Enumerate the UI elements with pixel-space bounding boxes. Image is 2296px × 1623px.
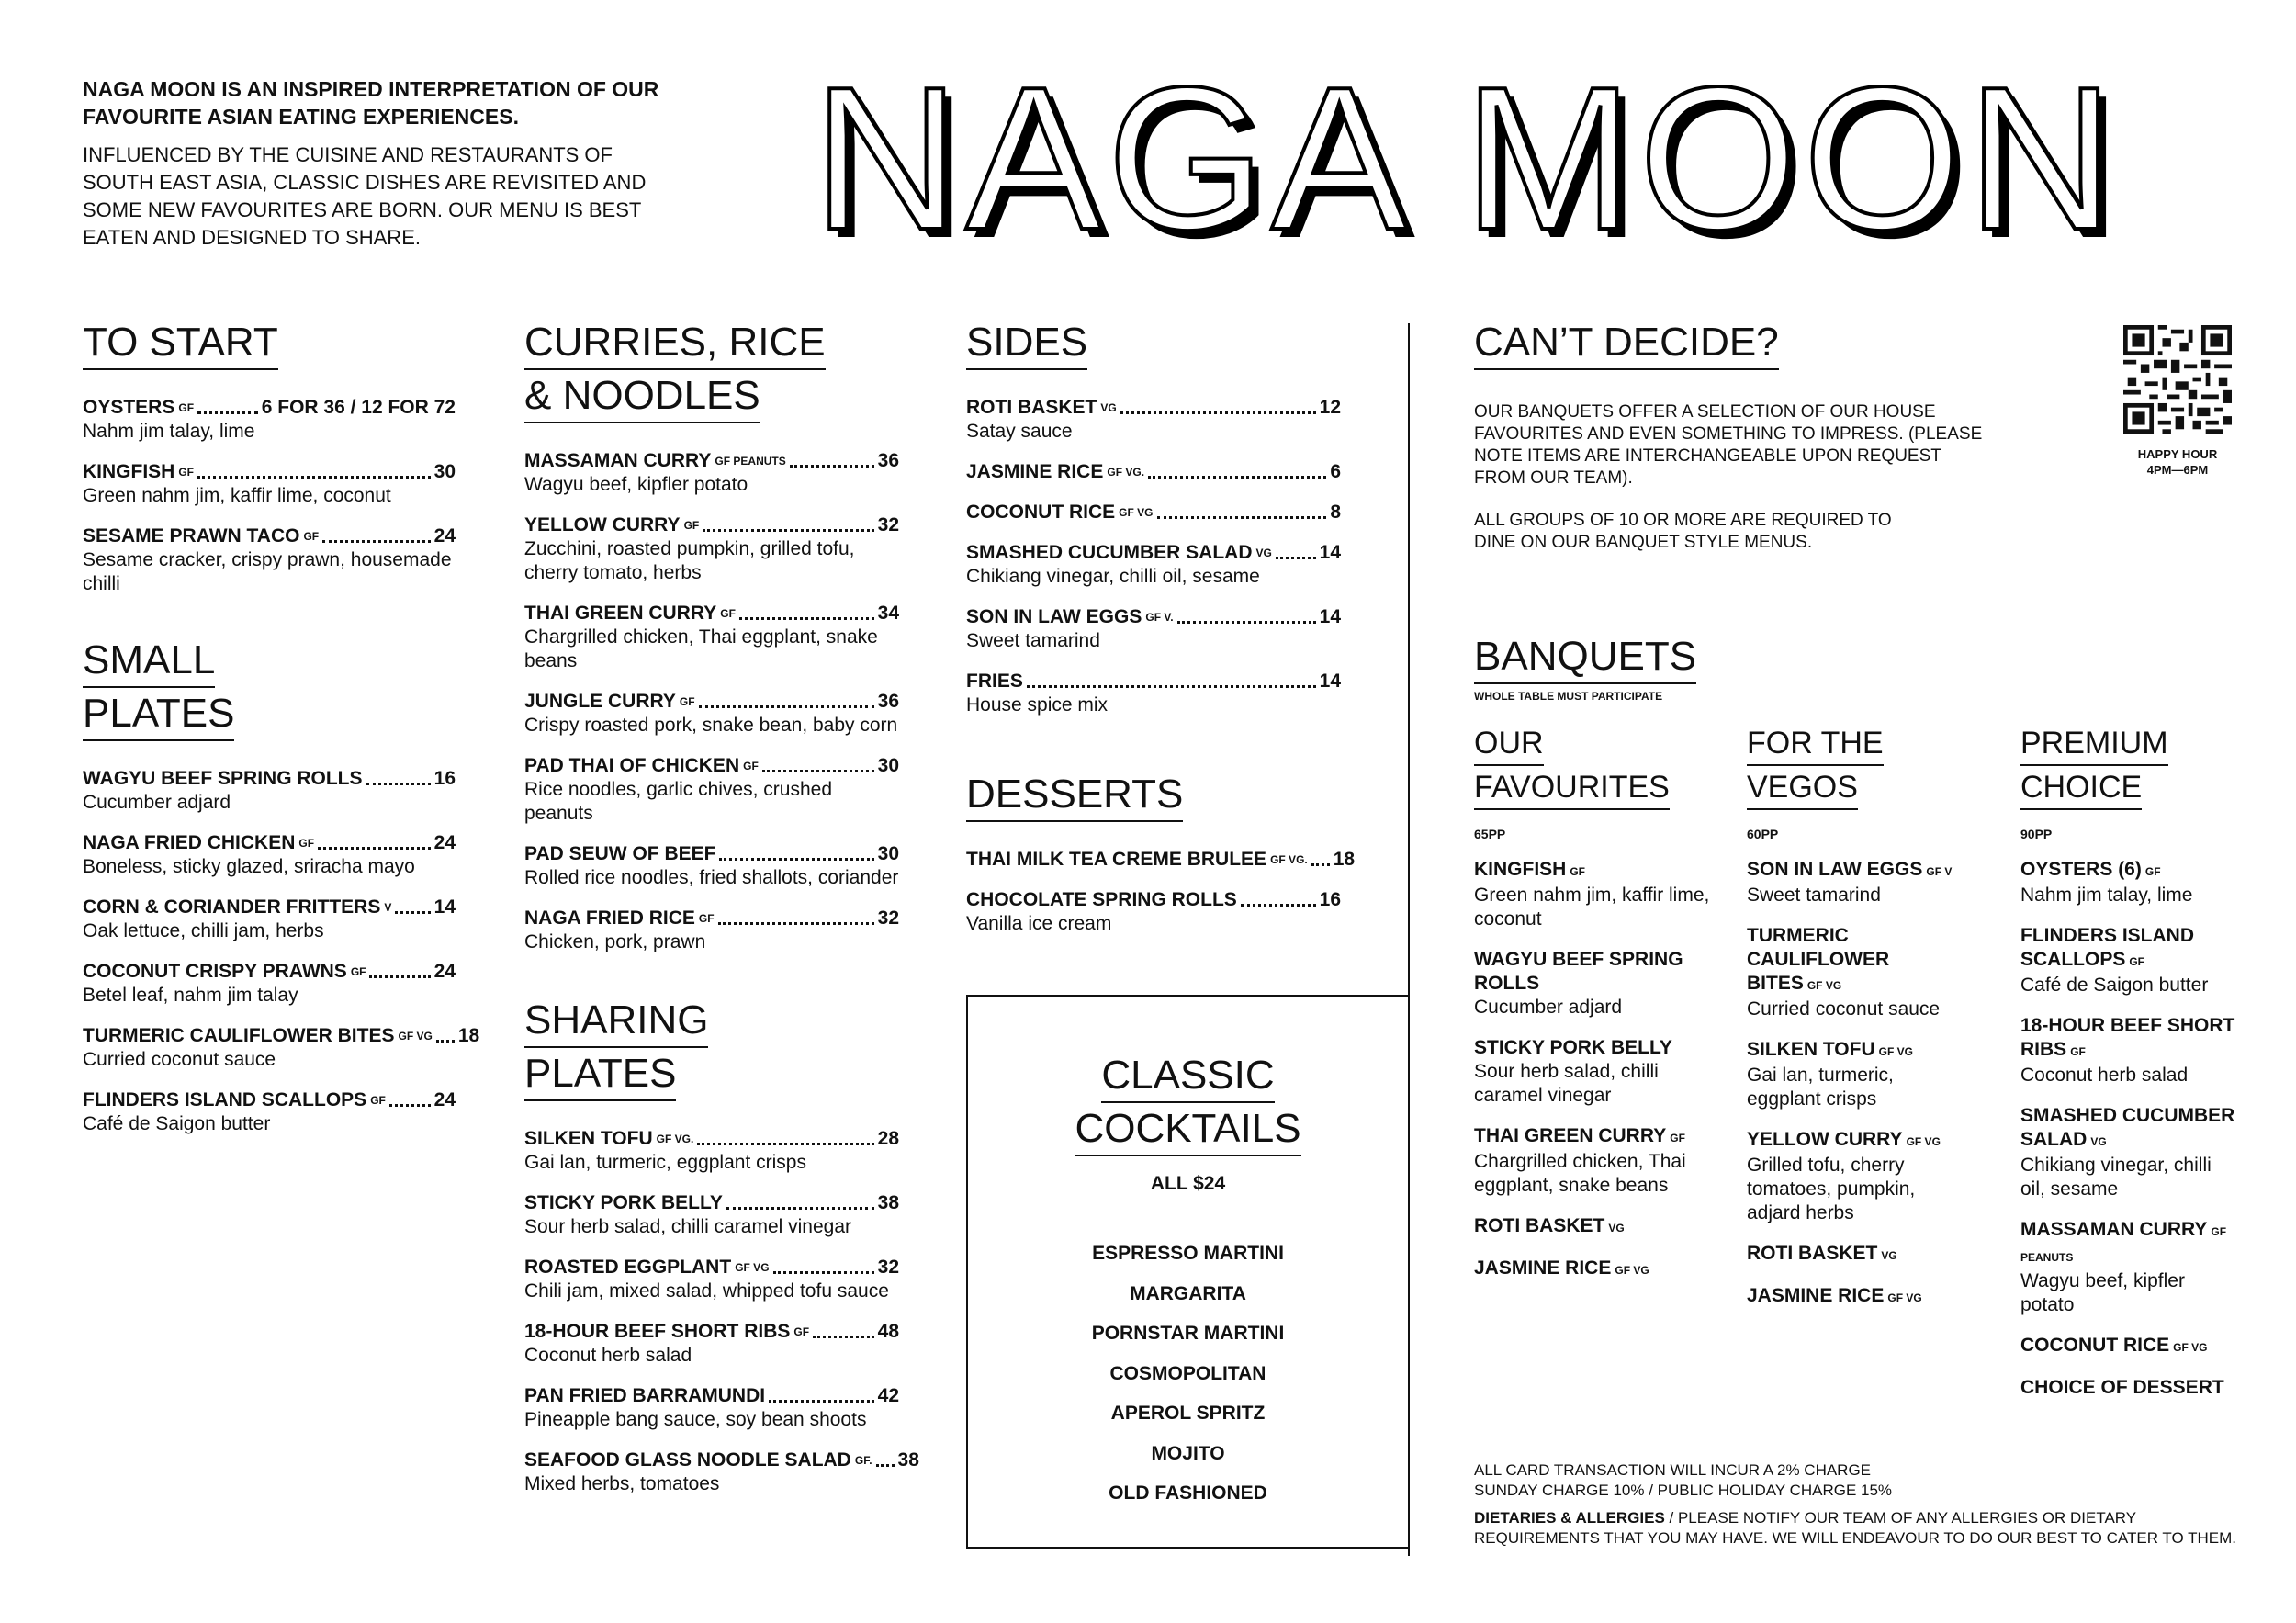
dietary-tag: GF VG <box>1615 1264 1649 1277</box>
banquet-item-description: Sour herb salad, chilli caramel vinegar <box>1474 1061 1659 1106</box>
cant-decide-text: OUR BANQUETS OFFER A SELECTION OF OUR HOUSE FAVOURITES AND EVEN SOMETHING TO IMPRESS. (PLEASE NOTE ITEMS ARE INTERCHANGEABLE UPON REQUEST FROM OUR TEAM). <box>1474 402 1983 488</box>
banquet-item-description: Cucumber adjard <box>1474 997 1623 1018</box>
menu-item-description: Sour herb salad, chilli caramel vinegar <box>524 1216 852 1237</box>
section-title-small-plates: SMALL PLATES <box>83 635 456 741</box>
menu-item-description: Rice noodles, garlic chives, crushed peanuts <box>524 779 832 824</box>
menu-item-price: 24 <box>433 525 456 547</box>
menu-item-pan-fried-barramundi <box>524 1384 899 1432</box>
banquet-column-vegos <box>1747 722 1958 1326</box>
menu-item-name: SON IN LAW EGGS <box>966 606 1142 627</box>
banquet-item-sticky-pork-belly <box>1474 1036 1713 1108</box>
dietary-tag: GF. <box>854 1454 872 1467</box>
dot-leader <box>436 1040 455 1043</box>
dietary-tag: GF VG <box>735 1261 770 1274</box>
menu-item-smashed-cucumber-salad <box>966 541 1341 589</box>
menu-item-sesame-prawn-taco <box>83 524 456 596</box>
column-1 <box>83 317 480 1153</box>
dot-leader <box>699 705 874 708</box>
banquet-item-description: Nahm jim talay, lime <box>2020 885 2193 906</box>
dietary-tag: GF <box>2144 865 2161 878</box>
dietary-tag: GF <box>683 519 700 532</box>
banquet-item-description: Café de Saigon butter <box>2020 975 2209 996</box>
banquet-item-name: COCONUT RICE GF VG <box>2020 1335 2208 1356</box>
banquet-item-name: KINGFISH GF <box>1474 859 1586 880</box>
dot-leader <box>1311 863 1330 866</box>
banquet-item-name: 18-HOUR BEEF SHORT RIBS GF <box>2020 1015 2235 1060</box>
menu-item-description: Chili jam, mixed salad, whipped tofu sauce <box>524 1280 889 1302</box>
menu-item-yellow-curry <box>524 513 899 585</box>
menu-item-name: ROASTED EGGPLANT <box>524 1257 732 1278</box>
menu-item-pad-thai-of-chicken <box>524 754 899 826</box>
menu-item-name: CORN & CORIANDER FRITTERS <box>83 896 381 918</box>
dot-leader <box>726 1207 874 1210</box>
banquet-item-roti-basket <box>1474 1214 1713 1240</box>
dietary-tag: GF VG <box>2173 1341 2208 1354</box>
banquet-item-name: YELLOW CURRY GF VG <box>1747 1129 1941 1150</box>
menu-item-description: Wagyu beef, kipfler potato <box>524 474 748 495</box>
banquet-price: 65PP <box>1474 827 1506 841</box>
menu-item-description: Vanilla ice cream <box>966 913 1112 934</box>
menu-item-name: CHOCOLATE SPRING ROLLS <box>966 889 1237 910</box>
menu-item-naga-fried-rice <box>524 907 899 954</box>
dot-leader <box>813 1336 874 1338</box>
menu-item-name: YELLOW CURRY <box>524 514 681 535</box>
menu-item-18-hour-beef-short-ribs <box>524 1320 899 1368</box>
menu-item-name: ROTI BASKET <box>966 397 1097 418</box>
cant-decide <box>1474 317 1988 554</box>
menu-item-corn-coriander-fritters <box>83 896 456 943</box>
menu-item-naga-fried-chicken <box>83 831 456 879</box>
sides-list <box>966 396 1341 717</box>
menu-item-name: COCONUT CRISPY PRAWNS <box>83 961 347 982</box>
menu-item-wagyu-beef-spring-rolls <box>83 767 456 815</box>
brand-logo: NAGA MOON <box>813 45 2121 273</box>
dietary-tag: GF V <box>1926 865 1953 878</box>
cocktails-price: ALL $24 <box>1150 1173 1226 1194</box>
banquet-item-name: OYSTERS (6) GF <box>2020 859 2161 880</box>
dot-leader <box>718 922 874 925</box>
dot-leader <box>1177 621 1316 624</box>
banquet-item-kingfish <box>1474 858 1713 931</box>
dot-leader <box>389 1104 431 1107</box>
banquet-item-coconut-rice <box>2020 1334 2241 1359</box>
menu-item-description: Pineapple bang sauce, soy bean shoots <box>524 1409 867 1430</box>
cocktail-old-fashioned: OLD FASHIONED <box>1109 1482 1267 1504</box>
banquet-item-turmeric-cauliflower-bites <box>1747 924 1958 1021</box>
menu-item-seafood-glass-noodle-salad <box>524 1448 919 1496</box>
menu-item-name: WAGYU BEEF SPRING ROLLS <box>83 768 363 789</box>
banquet-item-name: FLINDERS ISLAND SCALLOPS GF <box>2020 925 2194 970</box>
menu-item-price: 32 <box>877 514 899 535</box>
dietary-tag: GF VG <box>398 1030 433 1043</box>
section-title-sides: SIDES <box>966 317 1341 370</box>
banquet-price: 90PP <box>2020 827 2053 841</box>
banquet-item-name: SON IN LAW EGGS GF V <box>1747 859 1953 880</box>
banquet-item-thai-green-curry <box>1474 1124 1713 1198</box>
column-2 <box>524 317 919 1513</box>
banquet-column-title: OUR FAVOURITES <box>1474 722 1713 810</box>
banquet-column-favourites <box>1474 722 1713 1299</box>
menu-item-price: 24 <box>433 1089 456 1110</box>
dot-leader <box>773 1271 874 1274</box>
menu-item-name: SEAFOOD GLASS NOODLE SALAD <box>524 1449 851 1471</box>
dot-leader <box>739 617 874 620</box>
menu-item-price: 36 <box>877 691 899 712</box>
menu-item-name: TURMERIC CAULIFLOWER BITES <box>83 1025 395 1046</box>
menu-item-price: 32 <box>877 907 899 929</box>
banquet-item-wagyu-beef-spring-rolls <box>1474 948 1713 1020</box>
menu-item-name: KINGFISH <box>83 461 175 482</box>
menu-item-name: NAGA FRIED CHICKEN <box>83 832 296 853</box>
dot-leader <box>318 847 431 850</box>
menu-item-silken-tofu <box>524 1127 899 1175</box>
menu-item-price: 24 <box>433 961 456 982</box>
dietary-tag: GF <box>2129 955 2145 968</box>
menu-item-name: PAD SEUW OF BEEF <box>524 843 716 864</box>
menu-item-description: Chikiang vinegar, chilli oil, sesame <box>966 566 1260 587</box>
menu-item-price: 14 <box>433 896 456 918</box>
menu-item-name: 18-HOUR BEEF SHORT RIBS <box>524 1321 791 1342</box>
cocktail-margarita: MARGARITA <box>1130 1282 1246 1304</box>
dietary-tag: VG <box>1881 1249 1897 1262</box>
menu-item-name: JASMINE RICE <box>966 461 1104 482</box>
dietary-tag: GF <box>679 695 695 708</box>
dietary-tag: GF <box>793 1325 810 1338</box>
banquet-item-description: Curried coconut sauce <box>1747 998 1941 1020</box>
dot-leader <box>719 858 873 861</box>
banquet-item-son-in-law-eggs <box>1747 858 1958 907</box>
menu-item-price: 16 <box>1319 889 1341 910</box>
menu-item-thai-milk-tea-creme-brulee <box>966 848 1356 872</box>
banquets <box>1474 631 2245 703</box>
dot-leader <box>322 540 431 543</box>
banquet-item-description: Sweet tamarind <box>1747 885 1881 906</box>
menu-item-description: Chicken, pork, prawn <box>524 931 706 952</box>
qr-code-icon[interactable] <box>2123 325 2232 434</box>
banquet-item-description: Chikiang vinegar, chilli oil, sesame <box>2020 1155 2212 1200</box>
banquet-item-choice-of-dessert <box>2020 1376 2241 1400</box>
menu-item-flinders-island-scallops <box>83 1088 456 1136</box>
dietary-tag: VG <box>1608 1222 1625 1234</box>
menu-item-oysters <box>83 396 456 444</box>
menu-item-description: Boneless, sticky glazed, sriracha mayo <box>83 856 415 877</box>
dietary-tag: GF PEANUTS <box>715 455 786 468</box>
dietary-tag: GF <box>698 912 715 925</box>
menu-item-name: JUNGLE CURRY <box>524 691 676 712</box>
dietary-tag: GF VG <box>1119 506 1154 519</box>
menu-item-price: 42 <box>877 1385 899 1406</box>
banquet-item-name: STICKY PORK BELLY <box>1474 1037 1672 1058</box>
banquet-item-name: ROTI BASKET VG <box>1474 1215 1625 1236</box>
menu-item-name: STICKY PORK BELLY <box>524 1192 723 1213</box>
dietary-tag: GF <box>2070 1045 2086 1058</box>
section-title-sharing: SHARING PLATES <box>524 995 899 1101</box>
dietary-tag: GF VG <box>1806 979 1842 992</box>
happy-hour: HAPPY HOUR 4PM—6PM <box>2137 447 2218 477</box>
menu-item-description: Mixed herbs, tomatoes <box>524 1473 720 1494</box>
dietary-tag: VG <box>1255 547 1272 559</box>
dot-leader <box>703 529 873 532</box>
menu-item-roti-basket <box>966 396 1341 444</box>
dot-leader <box>1241 904 1316 907</box>
banquet-item-silken-tofu <box>1747 1038 1958 1111</box>
banquet-item-name: CHOICE OF DESSERT <box>2020 1377 2224 1398</box>
menu-item-price: 24 <box>433 832 456 853</box>
banquet-item-name: TURMERIC CAULIFLOWER BITES GF VG <box>1747 925 1890 994</box>
banquet-item-massaman-curry <box>2020 1218 2241 1317</box>
menu-item-price: 6 <box>1330 461 1341 482</box>
menu-item-son-in-law-eggs <box>966 605 1341 653</box>
menu-item-jungle-curry <box>524 690 899 738</box>
menu-item-name: PAD THAI OF CHICKEN <box>524 755 740 776</box>
menu-item-price: 28 <box>877 1128 899 1149</box>
menu-item-description: Curried coconut sauce <box>83 1049 276 1070</box>
column-3 <box>966 317 1356 952</box>
banquets-subtitle: WHOLE TABLE MUST PARTICIPATE <box>1474 690 1663 703</box>
cocktails-title: CLASSIC COCKTAILS <box>968 1050 1408 1156</box>
dot-leader <box>1027 685 1316 688</box>
menu-item-price: 38 <box>877 1192 899 1213</box>
menu-item-chocolate-spring-rolls <box>966 888 1341 936</box>
footer-surcharge: SUNDAY CHARGE 10% / PUBLIC HOLIDAY CHARGE 15% <box>1474 1482 1893 1499</box>
banquet-item-name: SILKEN TOFU GF VG <box>1747 1039 1913 1060</box>
banquet-item-name: ROTI BASKET VG <box>1747 1243 1897 1264</box>
menu-item-name: SMASHED CUCUMBER SALAD <box>966 542 1253 563</box>
banquet-item-name: JASMINE RICE GF VG <box>1474 1257 1649 1279</box>
banquet-item-jasmine-rice <box>1474 1257 1713 1282</box>
menu-item-price: 14 <box>1319 606 1341 627</box>
dot-leader <box>697 1143 873 1145</box>
menu-item-price: 14 <box>1319 542 1341 563</box>
menu-item-coconut-crispy-prawns <box>83 960 456 1008</box>
dot-leader <box>1276 557 1316 559</box>
menu-item-kingfish <box>83 460 456 508</box>
menu-item-price: 8 <box>1330 502 1341 523</box>
menu-item-description: Cucumber adjard <box>83 792 231 813</box>
footer-dietaries: DIETARIES & ALLERGIES / PLEASE NOTIFY OUR TEAM OF ANY ALLERGIES OR DIETARY REQUIREMENTS THAT YOU MAY HAVE. WE WILL ENDEAVOUR TO DO OUR BEST TO CATER TO THEM. <box>1474 1509 2237 1547</box>
cocktails-box <box>966 995 1408 1549</box>
dietary-tag: GF PEANUTS <box>2020 1225 2227 1264</box>
banquet-item-flinders-island-scallops <box>2020 924 2241 997</box>
dietary-tag: VG <box>2090 1135 2107 1148</box>
menu-item-description: Zucchini, roasted pumpkin, grilled tofu, cherry tomato, herbs <box>524 538 855 583</box>
dietary-tag: GF <box>350 965 366 978</box>
cocktail-pornstar-martini: PORNSTAR MARTINI <box>1091 1323 1285 1344</box>
banquet-item-name: THAI GREEN CURRY GF <box>1474 1125 1685 1146</box>
menu-item-description: Green nahm jim, kaffir lime, coconut <box>83 485 391 506</box>
dietary-tag: GF VG. <box>1270 853 1308 866</box>
dietary-tag: GF VG <box>1878 1045 1913 1058</box>
menu-item-description: Satay sauce <box>966 421 1073 442</box>
banquet-item-name: JASMINE RICE GF VG <box>1747 1285 1922 1306</box>
menu-item-price: 32 <box>877 1257 899 1278</box>
menu-item-thai-green-curry <box>524 602 899 673</box>
dietary-tag: GF VG <box>1887 1291 1922 1304</box>
dot-leader <box>790 465 874 468</box>
dietary-tag: V <box>384 901 392 914</box>
menu-item-sticky-pork-belly <box>524 1191 899 1239</box>
banquet-item-jasmine-rice <box>1747 1284 1958 1310</box>
cocktail-cosmopolitan: COSMOPOLITAN <box>1109 1362 1266 1384</box>
menu-item-turmeric-cauliflower-bites <box>83 1024 480 1072</box>
menu-item-price: 36 <box>877 450 899 471</box>
menu-item-name: OYSTERS <box>83 397 175 418</box>
menu-item-massaman-curry <box>524 449 899 497</box>
menu-item-name: SESAME PRAWN TACO <box>83 525 300 547</box>
menu-item-coconut-rice <box>966 501 1341 524</box>
intro-text: INFLUENCED BY THE CUISINE AND RESTAURANTS OF SOUTH EAST ASIA, CLASSIC DISHES ARE REVISITED AND SOME NEW FAVOURITES ARE BORN. OUR MENU IS BEST EATEN AND DESIGNED TO SHARE. <box>83 143 647 249</box>
menu-item-price: 30 <box>877 843 899 864</box>
banquet-item-yellow-curry <box>1747 1128 1958 1225</box>
menu-item-description: Café de Saigon butter <box>83 1113 271 1134</box>
banquet-item-name: WAGYU BEEF SPRING ROLLS <box>1474 949 1683 994</box>
dietary-tag: GF VG. <box>1107 466 1145 479</box>
menu-item-fries <box>966 670 1341 717</box>
menu-item-pad-seuw-of-beef <box>524 842 899 890</box>
menu-item-price: 38 <box>897 1449 919 1471</box>
section-title-desserts: DESSERTS <box>966 769 1341 822</box>
dietary-tag: GF V. <box>1145 611 1174 624</box>
menu-item-name: PAN FRIED BARRAMUNDI <box>524 1385 766 1406</box>
dot-leader <box>769 1400 874 1403</box>
footer-card-charge: ALL CARD TRANSACTION WILL INCUR A 2% CHARGE <box>1474 1461 1872 1479</box>
dietary-tag: GF <box>1570 865 1586 878</box>
menu-item-name: FLINDERS ISLAND SCALLOPS <box>83 1089 367 1110</box>
menu-item-description: Rolled rice noodles, fried shallots, coriander <box>524 867 899 888</box>
menu-item-price: 48 <box>877 1321 899 1342</box>
banquet-item-description: Wagyu beef, kipfler potato <box>2020 1270 2185 1315</box>
banquet-item-oysters-6 <box>2020 858 2241 907</box>
banquet-item-description: Coconut herb salad <box>2020 1065 2189 1086</box>
menu-item-name: THAI GREEN CURRY <box>524 603 717 624</box>
menu-item-price: 18 <box>457 1025 480 1046</box>
banquet-column-title: FOR THE VEGOS <box>1747 722 1958 810</box>
banquet-item-name: MASSAMAN CURRY GF PEANUTS <box>2020 1219 2227 1264</box>
cocktail-mojito: MOJITO <box>1151 1442 1225 1464</box>
menu-item-price: 16 <box>433 768 456 789</box>
menu-item-description: Coconut herb salad <box>524 1345 692 1366</box>
dot-leader <box>395 911 430 914</box>
menu-item-price: 14 <box>1319 671 1341 692</box>
menu-item-price: 6 FOR 36 / 12 FOR 72 <box>261 397 456 418</box>
banquet-column-title: PREMIUM CHOICE <box>2020 722 2241 810</box>
cocktail-aperol-spritz: APEROL SPRITZ <box>1110 1403 1266 1424</box>
section-title-cant-decide: CAN’T DECIDE? <box>1474 317 1988 370</box>
menu-item-price: 18 <box>1333 849 1356 870</box>
dietary-tag: GF <box>1670 1132 1685 1144</box>
banquet-price: 60PP <box>1747 827 1779 841</box>
cocktail-espresso-martini: ESPRESSO MARTINI <box>1092 1243 1284 1264</box>
banquet-item-smashed-cucumber-salad <box>2020 1104 2241 1201</box>
intro-heading: NAGA MOON IS AN INSPIRED INTERPRETATION OF OUR FAVOURITE ASIAN EATING EXPERIENCES. <box>83 77 659 129</box>
dietary-tag: VG <box>1100 401 1117 414</box>
dietary-tag: GF <box>743 760 759 772</box>
menu-item-description: Sweet tamarind <box>966 630 1100 651</box>
to-start-list <box>83 396 456 596</box>
dietary-tag: GF <box>720 607 736 620</box>
section-title-to-start: TO START <box>83 317 456 370</box>
dot-leader <box>366 783 431 785</box>
menu-item-description: Chargrilled chicken, Thai eggplant, snake beans <box>524 626 878 671</box>
menu-item-name: NAGA FRIED RICE <box>524 907 695 929</box>
menu-item-price: 30 <box>433 461 456 482</box>
menu-item-description: Nahm jim talay, lime <box>83 421 255 442</box>
intro <box>83 75 689 252</box>
dot-leader <box>1148 476 1326 479</box>
small-plates-list <box>83 767 480 1136</box>
banquet-item-description: Green nahm jim, kaffir lime, coconut <box>1474 885 1710 930</box>
menu-item-description: Crispy roasted pork, snake bean, baby corn <box>524 715 898 736</box>
menu-item-description: Betel leaf, nahm jim talay <box>83 985 298 1006</box>
menu-item-name: SILKEN TOFU <box>524 1128 653 1149</box>
menu-item-price: 30 <box>877 755 899 776</box>
dietary-tag: GF <box>303 530 320 543</box>
banquet-item-description: Chargrilled chicken, Thai eggplant, snake beans <box>1474 1151 1686 1196</box>
dot-leader <box>876 1464 895 1467</box>
menu-item-name: MASSAMAN CURRY <box>524 450 712 471</box>
menu-item-roasted-eggplant <box>524 1256 899 1303</box>
dietary-tag: GF VG. <box>656 1133 694 1145</box>
dietary-tag: GF <box>178 401 195 414</box>
dietary-tag: GF <box>298 837 315 850</box>
footer <box>1474 1460 2264 1549</box>
cocktails-list <box>968 1234 1408 1514</box>
dot-leader <box>762 770 874 772</box>
menu-item-jasmine-rice <box>966 460 1341 484</box>
section-title-curries: CURRIES, RICE & NOODLES <box>524 317 899 423</box>
dot-leader <box>197 476 431 479</box>
curries-list <box>524 449 899 954</box>
menu-item-description: House spice mix <box>966 694 1109 716</box>
dietary-tag: GF VG <box>1906 1135 1941 1148</box>
menu-item-price: 34 <box>877 603 899 624</box>
section-title-banquets: BANQUETS <box>1474 631 2245 684</box>
sharing-list <box>524 1127 919 1496</box>
banquet-item-name: SMASHED CUCUMBER SALAD VG <box>2020 1105 2235 1150</box>
vertical-divider <box>1408 323 1410 1556</box>
dot-leader <box>369 975 430 978</box>
banquet-item-18-hour-beef-short-ribs <box>2020 1014 2241 1088</box>
menu-item-name: COCONUT RICE <box>966 502 1116 523</box>
desserts-list <box>966 848 1356 936</box>
banquet-item-description: Gai lan, turmeric, eggplant crisps <box>1747 1065 1894 1110</box>
dot-leader <box>1120 411 1316 414</box>
menu-item-description: Oak lettuce, chilli jam, herbs <box>83 920 324 941</box>
dot-leader <box>1157 516 1327 519</box>
banquet-item-description: Grilled tofu, cherry tomatoes, pumpkin, adjard herbs <box>1747 1155 1916 1223</box>
menu-item-price: 12 <box>1319 397 1341 418</box>
dot-leader <box>197 411 258 414</box>
dietary-tag: GF <box>370 1094 386 1107</box>
dietary-tag: GF <box>178 466 195 479</box>
banquet-column-premium <box>2020 722 2241 1416</box>
menu-item-description: Gai lan, turmeric, eggplant crisps <box>524 1152 806 1173</box>
menu-item-name: FRIES <box>966 671 1023 692</box>
cant-decide-groups: ALL GROUPS OF 10 OR MORE ARE REQUIRED TO DINE ON OUR BANQUET STYLE MENUS. <box>1474 511 1892 552</box>
menu-item-description: Sesame cracker, crispy prawn, housemade chilli <box>83 549 452 594</box>
menu-item-name: THAI MILK TEA CREME BRULEE <box>966 849 1267 870</box>
banquet-item-roti-basket <box>1747 1242 1958 1268</box>
